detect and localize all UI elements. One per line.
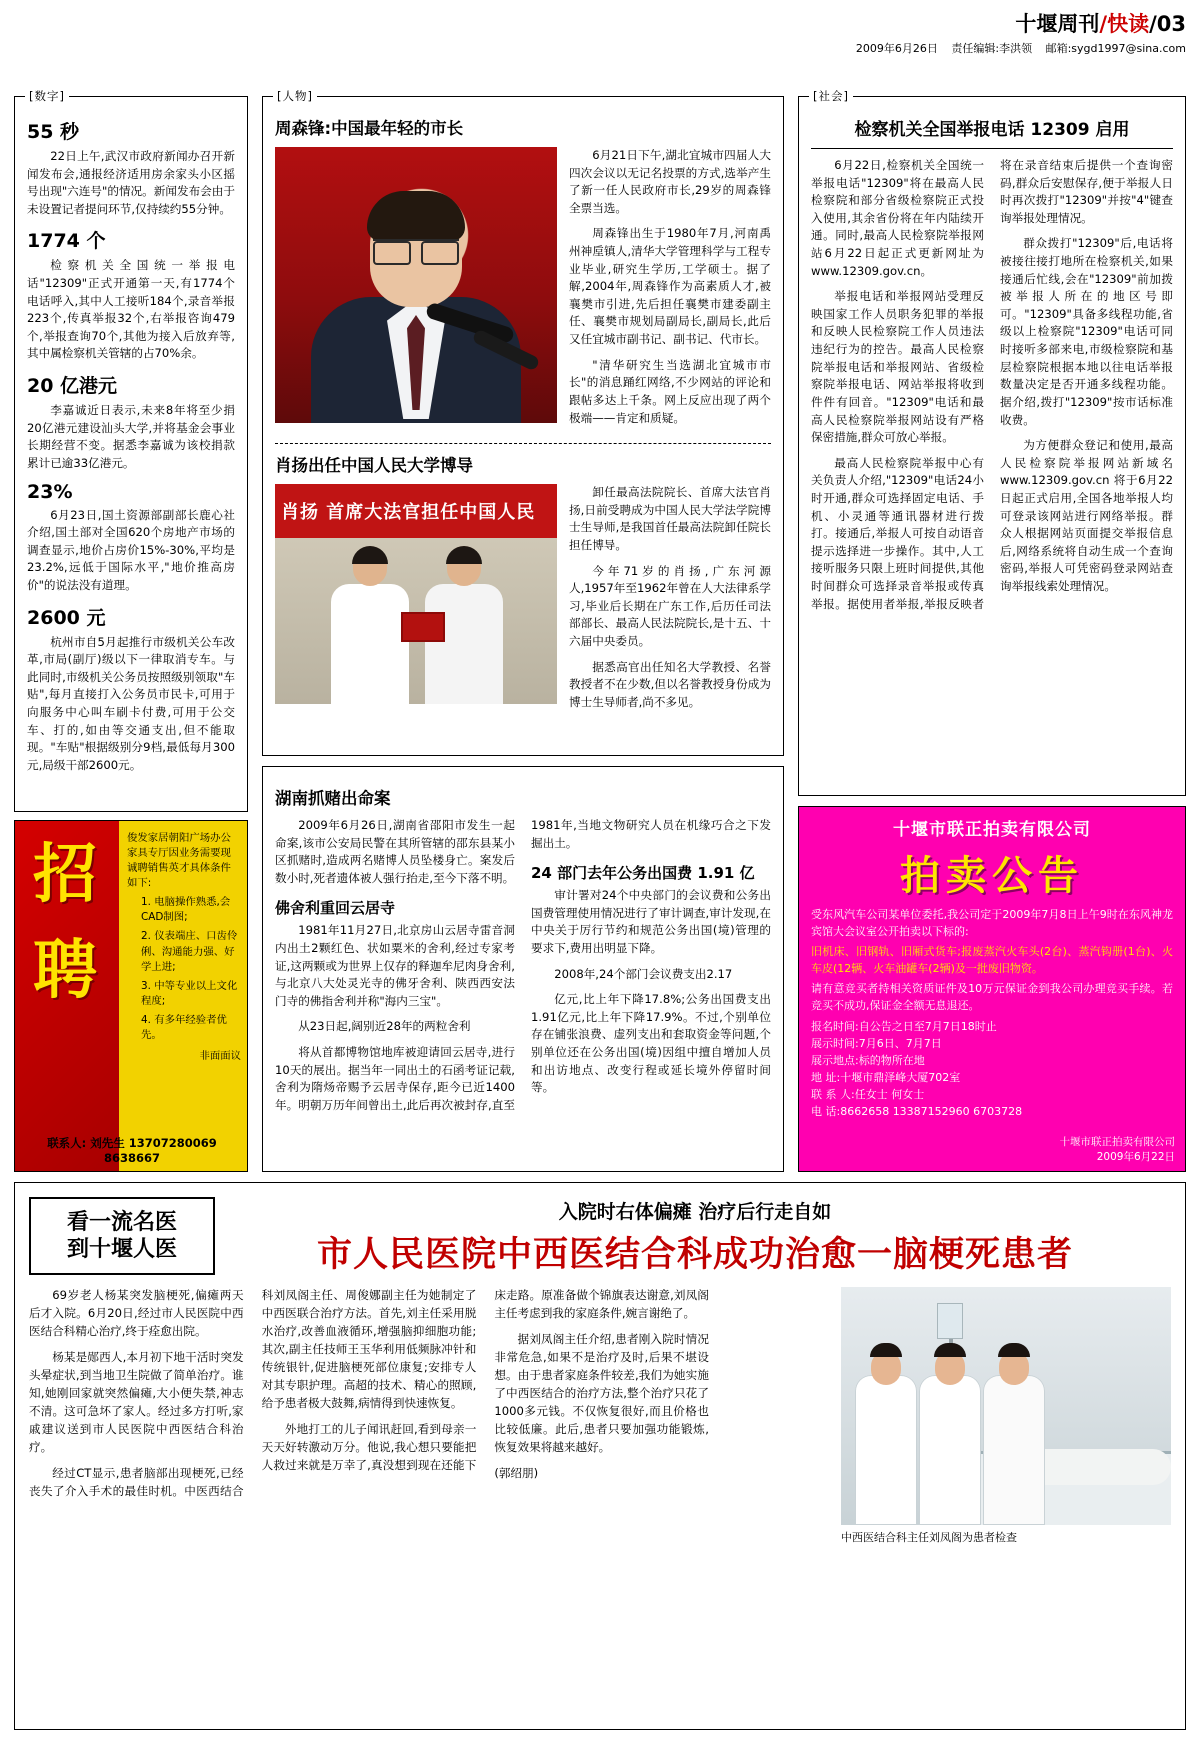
number-text: 李嘉诚近日表示,未来8年将至少捐20亿港元建设汕头大学,并将基金会事业长期经营不变。据悉李嘉诚为该校捐款累计已逾33亿港元。 [27, 403, 235, 470]
recruit-char-hire: 招 [33, 838, 97, 912]
feature-para: 外地打工的儿子闻讯赶回,看到母亲一天天好转激动万分。他说,我心想只要能把人救过来就是万幸了,真没想到现在还能下床走路。原准备做个锦旗表达谢意,刘凤阁主任考虑到我的家庭条件,婉言谢绝了。 [261, 1288, 709, 1472]
recruit-char-employ: 聘 [33, 934, 97, 1008]
masthead [0, 0, 1200, 66]
number-headline: 2600 元 [27, 606, 106, 629]
masthead-title-main: 十堰周刊 [1015, 12, 1100, 36]
auction-info-line: 展示地点:标的物所在地 [811, 1054, 925, 1068]
masthead-title-section: 快读 [1107, 12, 1150, 36]
number-headline: 23% [27, 480, 73, 503]
story-para: 举报电话和举报网站受理反映国家工作人员职务犯罪的举报和反映人民检察院工作人员违法违纪行为的控告。最高人民检察院举报电话和举报网站、省级检察院举报电话、网站举报将收到件件有回音。"12309"电话和最高人民检察院举报网站设有严格保密措施,群众可放心举报。 [811, 289, 984, 445]
story-title-hotline: 检察机关全国举报电话 12309 启用 [854, 120, 1130, 140]
recruit-requirement: 3. 中等专业以上文化程度; [141, 979, 238, 1007]
masthead-title [1015, 8, 1186, 38]
feature-byline: (郭绍朋) [494, 1465, 539, 1480]
story-para: 最高人民检察院举报中心有关负责人介绍,"12309"电话24小时开通,群众可选择固定电话、手机、小灵通等通讯器材进行拨打。接通后,举报人可按自动语音提示选择进一步操作。其中,人工接听服务只限上班时间提供,其他时间群众可选择录音举报或传真举报。据使用者举报,举报反映者将在录音结束后提供一个查询密码,群众后安慰保存,便于举报人日时再次拨打"12309"并按"4"键查询举报处理情况。 [811, 158, 1173, 611]
feature-title: 市人民医院中西医结合科成功治愈一脑梗死患者 [316, 1235, 1073, 1275]
story-para: 卸任最高法院院长、首席大法官肖扬,日前受聘成为中国人民大学法学院博士生导师,是我国首任最高法院卸任院长担任博导。 [569, 485, 771, 552]
story-para: 亿元,比上年下降17.8%;公务出国费支出1.91亿元,比上年下降17.9%。不过,个别单位存在铺张浪费、虚列支出和套取资金等问题,个别单位还在公务出国(境)因组中擅自增加人员和出访地点、改变行程或延长境外停留时间等。 [531, 992, 771, 1095]
hospital-badge-line2: 到十堰人医 [66, 1237, 177, 1262]
number-text: 22日上午,武汉市政府新闻办召开新闻发布会,通报经济适用房余家头小区摇号出现"六连号"的情况。新闻发布会由于未设置记者提问环节,仅持续约55分钟。 [27, 149, 235, 216]
recruit-note: 非面面议 [199, 1050, 241, 1063]
feature-article [14, 1182, 1186, 1730]
recruit-contact-name: 联系人: 刘先生 13707280069 [47, 1136, 217, 1150]
recruit-requirement: 2. 仪表端庄、口齿伶俐、沟通能力强、好学上进; [141, 930, 238, 973]
auction-lots: 旧机床、旧钢轨、旧厢式货车;报废蒸汽火车头(2台)、蒸汽钩册(1台)、火车皮(12辆、火车油罐车(2辆)及一批废旧物资。 [811, 945, 1173, 975]
number-headline: 1774 个 [27, 230, 106, 253]
story-title-xiaoyang: 肖扬出任中国人民大学博导 [275, 456, 473, 476]
photo-mayor [275, 147, 557, 423]
hospital-badge [29, 1197, 215, 1275]
recruit-details [119, 821, 248, 1171]
feature-photo-block [841, 1287, 1171, 1545]
story-para: 2008年,24个部门会议费支出2.17 [554, 966, 733, 981]
feature-body [29, 1287, 709, 1717]
recruit-requirement: 1. 电脑操作熟悉,会CAD制图; [141, 896, 231, 924]
auction-date: 2009年6月22日 [1096, 1150, 1175, 1163]
number-headline: 20 亿港元 [27, 375, 118, 398]
auction-company-top: 十堰市联正拍卖有限公司 [893, 820, 1091, 840]
recruitment-ad[interactable] [14, 820, 248, 1172]
auction-title: 拍卖公告 [900, 853, 1084, 899]
recruit-contact-phone: 8638667 [103, 1151, 160, 1165]
recruit-requirement: 4. 有多年经验者优先。 [141, 1013, 227, 1041]
hospital-badge-line1: 看一流名医 [66, 1209, 177, 1235]
auction-info-line: 展示时间:7月6日、7月7日 [811, 1037, 942, 1051]
number-text: 杭州市自5月起推行市级机关公车改革,市局(副厅)级以下一律取消专车。与此同时,市级机关公务员按照级别领取"车贴",每月直接打入公务员市民卡,可用于向服务中心叫车刷卡付费,可用于公交车、打的,如由等交通支出,但不能取现。"车贴"根据级别分9档,最低每月300元,局级干部2600元。 [27, 634, 235, 772]
section-people [262, 89, 784, 756]
recruit-contact [15, 1135, 248, 1165]
masthead-title-sep: / [1099, 12, 1108, 36]
section-people-label: [人物] [273, 88, 317, 104]
story-para: 1981年11月27日,北京房山云居寺雷音洞内出土2颗红色、状如粟米的舍利,经过专家考证,这两颗或为世界上仅存的释迦牟尼肉身舍利,与北京八大处灵光寺的佛牙舍利、陕西西安法门寺的佛指舍利并称"海内三宝"。 [275, 923, 515, 1008]
story-title-overseas-spending: 24 部门去年公务出国费 1.91 亿 [531, 864, 755, 883]
number-text: 检察机关全国统一举报电话"12309"正式开通第一天,有1774个电话呼入,其中人工接听184个,录音举报223个,传真举报32个,右举报咨询479个,举报查询70个,其他为接入后放弃等,其中属检察机关管辖的占70%余。 [27, 258, 235, 361]
auction-info-line: 报名时间:自公告之日至7月7日18时止 [811, 1020, 997, 1033]
masthead-page-number: /03 [1149, 12, 1186, 36]
feature-para: 经过CT显示,患者脑部出现梗死,已经丧失了介入手术的最佳时机。中医西结合科刘凤阁主任、周俊娜副主任为她制定了中西医联合治疗方法。首先,刘主任采用脱水治疗,改善血液循环,增强脑抑细胞功能;其次,副主任技师王玉华利用低频脉冲针和传统银针,促进脑梗死部位康复;安排专人对其专职护理。高超的技术、精心的照顾,给予患者极大鼓舞,病情得到快速恢复。 [29, 1288, 477, 1498]
story-para: 今年71岁的肖扬,广东河源人,1957年至1962年曾在人大法律系学习,毕业后长期在广东工作,后历任司法部部长、最高人民法院院长,是十五、十六届中央委员。 [569, 563, 771, 649]
story-para: 6月22日,检察机关全国统一举报电话"12309"将在最高人民检察院和部分省级检察院正式投入使用,其余省份将在年内陆续开通。同时,最高人民检察院举报网站6月22日起正式更新网址为 www.12309.gov.cn。 [811, 158, 984, 278]
story-para: 6月21日下午,湖北宜城市四届人大四次会议以无记名投票的方式,选举产生了新一任人民政府市长,29岁的周森锋全票当选。 [569, 148, 771, 215]
story-title-gambling: 湖南抓赌出命案 [275, 789, 391, 808]
masthead-date: 2009年6月26日 [855, 42, 938, 55]
feature-photo-caption: 中西医结合科主任刘凤阁为患者检查 [841, 1531, 1017, 1544]
feature-para: 据刘凤阁主任介绍,患者刚入院时情况非常危急,如果不是治疗及时,后果不堪设想。由于患者家庭条件较差,我们为她实施了中西医结合的治疗方法,整个治疗只花了1000多元钱。不仅恢复很好,而且价格也比较低廉。此后,患者只要加强功能锻炼,恢复效果将越来越好。 [494, 1331, 709, 1454]
masthead-email: 邮箱:sygd1997@sina.com [1045, 42, 1186, 55]
story-para: 将从首都博物馆地库被迎请回云居寺,进行10天的展出。据当年一同出土的石函考证记载,舍利为隋炀帝赐予云居寺保存,距今已近1400年。明朝万历年间曾出土,此后再次被封存,直至1981年,当地文物研究人员在机缘巧合之下发掘出土。 [275, 818, 771, 1112]
masthead-meta [846, 40, 1186, 56]
number-text: 6月23日,国土资源部副部长鹿心社介绍,国土部对全国620个房地产市场的调查显示,地价占房价15%-30%,平均是23.2%,远低于国际水平,"地价推高房价"的说法没有道理。 [27, 507, 235, 592]
section-numbers [14, 89, 248, 812]
number-headline: 55 秒 [27, 121, 80, 143]
story-para: 群众拨打"12309"后,电话将被接往接打地所在检察机关,如果接通后忙线,会在"12309"前加拨被举报人所在的地区号即可。"12309"具备多线程功能,省级以上检察院"12309"电话可同时接听多部来电,市级检察院和基层检察院根据本地以往电话举报数量决定是否开通多线程功能。据介绍,拨打"12309"按市话标准收费。 [1000, 236, 1173, 427]
auction-info-line: 电 话:8662658 13387152960 6703728 [811, 1105, 1023, 1119]
story-para: 据悉高官出任知名大学教授、名誉教授者不在少数,但以名誉教授身份成为博士生导师者,尚不多见。 [569, 659, 771, 709]
section-numbers-label: [数字] [25, 88, 69, 104]
iv-bag-icon [937, 1303, 963, 1339]
story-para: 从23日起,阔别近28年的两粒舍利 [298, 1019, 471, 1034]
feature-para: 杨某是郧西人,本月初下地干活时突发头晕症状,到当地卫生院做了简单治疗。谁知,她刚回家就突然偏瘫,大小便失禁,神志不清。这可急坏了家人。经过多方打听,家戚建议送到市人民医院中西医结合科治疗。 [29, 1349, 244, 1454]
recruit-banner [15, 821, 119, 1171]
auction-info-line: 联 系 人:任女士 何女士 [811, 1088, 925, 1102]
certificate-icon [401, 612, 445, 642]
auction-note: 请有意竞买者持相关资质证件及10万元保证金到我公司办理竞买手续。若竞买不成功,保证金全额无息退还。 [811, 982, 1173, 1012]
feature-para: 69岁老人杨某突发脑梗死,偏瘫两天后才入院。6月20日,经过市人民医院中西医结合科精心治疗,终于痊愈出院。 [29, 1288, 244, 1338]
story-para: 2009年6月26日,湖南省邵阳市发生一起命案,该市公安局民警在其所管辖的邵东县某小区抓赌时,造成两名赌博人员坠楼身亡。案发后数小时,死者遗体被人强行抬走,至今下落不明。 [275, 818, 515, 885]
story-para: 为方便群众登记和使用,最高人民检察院举报网站新域名 www.12309.gov.cn 将于6月22日起正式启用,全国各地举报人均可登录该网站进行网络举报。群众人根据网站页面提交举报信息后,网络系统将自动生成一个查询密码,举报人可凭密码登录网站查询举报线索处理情况。 [1000, 438, 1173, 594]
banner-text: 肖扬 首席大法官担任中国人民 [281, 502, 536, 524]
auction-body: 受东风汽车公司某单位委托,我公司定于2009年7月8日上午9时在东风神龙宾馆大会议室公开拍卖以下标的: [811, 908, 1173, 938]
photo-hospital [841, 1287, 1171, 1525]
section-society [798, 89, 1186, 796]
story-para: 周森锋出生于1980年7月,河南禹州神垕镇人,清华大学管理科学与工程专业毕业,研究生学历,工学硕士。据了解,2004年,周森锋作为高素质人才,被襄樊市引进,先后担任襄樊市建委副主任、襄樊市规划局副局长,副局长,此后又任宜城市副书记、副书记、代市长。 [569, 226, 771, 347]
recruit-intro: 俊发家居朝阳广场办公家具专厅因业务需要现诚聘销售英才具体条件如下: [127, 832, 231, 890]
masthead-editor: 责任编辑:李洪领 [951, 42, 1033, 55]
story-title-mayor: 周森锋:中国最年轻的市长 [275, 119, 464, 138]
story-title-relic: 佛舍利重回云居寺 [275, 899, 396, 918]
section-society-mid [262, 766, 784, 1172]
auction-ad[interactable] [798, 806, 1186, 1172]
story-para: 审计署对24个中央部门的会议费和公务出国费管理使用情况进行了审计调查,审计发现,在中央关于厉行节约和规范公务出国(境)管理的要求下,费用出明显下降。 [531, 888, 771, 956]
auction-info-line: 地 址:十堰市鼎泽峰大厦702室 [811, 1071, 961, 1085]
section-society-label: [社会] [809, 88, 853, 104]
feature-kicker: 入院时右体偏瘫 治疗后行走自如 [558, 1201, 832, 1223]
photo-ceremony [275, 484, 557, 704]
story-para: "清华研究生当选湖北宜城市市长"的消息踊红网络,不少网站的评论和跟帖多达上千条。网上反应出现了两个极端——肯定和质疑。 [569, 357, 771, 425]
auction-company-foot: 十堰市联正拍卖有限公司 [1059, 1135, 1175, 1148]
